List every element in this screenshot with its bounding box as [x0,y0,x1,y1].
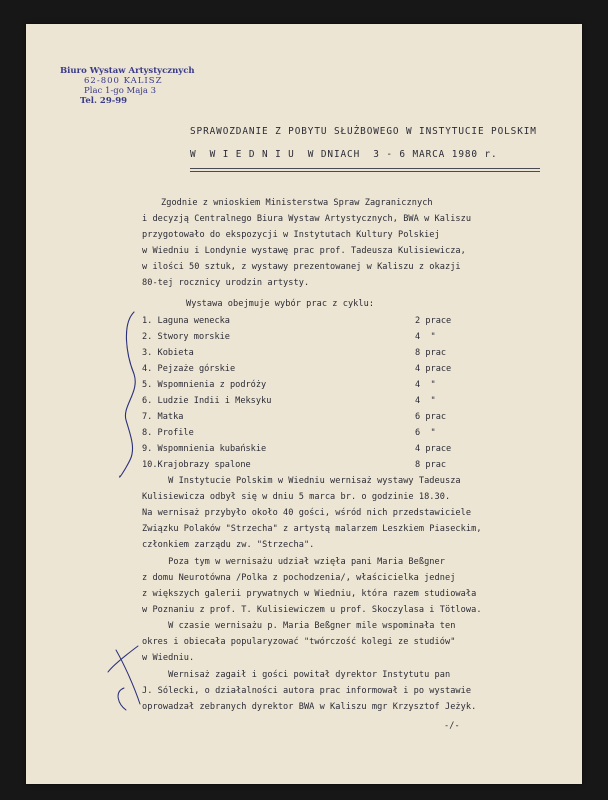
body-line-3: Na wernisaż przybyło około 40 gości, wśród nich przedstawiciele [142,508,472,518]
cycle-name: 7. Matka [142,412,184,422]
body-line-9: w Poznaniu z prof. T. Kulisiewiczem u prof. Skoczylasa i Tötlowa. [142,605,482,615]
cycle-name: 1. Laguna wenecka [142,316,230,326]
stamp-line-1: Biuro Wystaw Artystycznych [60,66,195,76]
cycle-count: 8 prac [415,348,447,358]
stamp-line-3: Plac 1-go Maja 3 [84,86,157,96]
cycle-name: 2. Stwory morskie [142,332,230,342]
report-title-line-2: W W I E D N I U W DNIACH 3 - 6 MARCA 1980 r. [190,149,498,160]
body-line-4: Związku Polaków "Strzecha" z artystą malarzem Leszkiem Piaseckim, [142,524,482,534]
intro-line-4: w Wiedniu i Londynie wystawę prac prof. Tadeusza Kulisiewicza, [142,246,466,256]
cycle-count: 2 prace [415,316,452,326]
cycle-count: 6 " [415,428,436,438]
document-page [26,24,582,784]
cycle-count: 8 prac [415,460,447,470]
cycle-count: 4 " [415,380,436,390]
cycle-count: 4 prace [415,444,452,454]
cycle-count: 4 " [415,396,436,406]
cycle-name: 8. Profile [142,428,194,438]
body-line-7: z domu Neurotówna /Polka z pochodzenia/, właścicielka jednej [142,573,456,583]
body-line-12: w Wiedniu. [142,653,195,663]
intro-line-5: w ilości 50 sztuk, z wystawy prezentowanej w Kaliszu z okazji [142,262,461,272]
body-line-14: J. Sólecki, o działalności autora prac informował i po wystawie [142,686,472,696]
cycle-name: 9. Wspomnienia kubańskie [142,444,267,454]
cycle-count: 6 prac [415,412,447,422]
cycle-name: 3. Kobieta [142,348,194,358]
intro-line-1: Zgodnie z wnioskiem Ministerstwa Spraw Zagranicznych [161,198,433,208]
report-title-line-1: SPRAWOZDANIE Z POBYTU SŁUŻBOWEGO W INSTYTUCIE POLSKIM [190,126,537,137]
body-line-2: Kulisiewicza odbył się w dniu 5 marca br. o godzinie 18.30. [142,492,451,502]
cycle-name: 10.Krajobrazy spalone [142,460,251,470]
body-line-15: oprowadzał zebranych dyrektor BWA w Kaliszu mgr Krzysztof Jeżyk. [142,702,477,712]
body-line-5: członkiem zarządu zw. "Strzecha". [142,540,315,550]
pen-bracket [120,312,136,477]
stamp-line-2: 62-800 KALISZ [84,76,163,86]
body-line-13: Wernisaż zagaił i gości powitał dyrektor Instytutu pan [142,670,451,680]
pen-annotations [26,24,582,784]
pen-cross-mark [108,646,140,710]
closing-mark: -/- [444,721,460,731]
cycle-name: 4. Pejzaże górskie [142,364,236,374]
body-line-6: Poza tym w wernisażu udział wzięła pani Maria Beßgner [142,557,445,567]
cycle-name: 5. Wspomnienia z podróży [142,380,267,390]
cycle-list-intro: Wystawa obejmuje wybór prac z cyklu: [186,299,375,309]
body-line-10: W czasie wernisażu p. Maria Beßgner mile wspominała ten [142,621,456,631]
intro-line-6: 80-tej rocznicy urodzin artysty. [142,278,310,288]
body-line-8: z większych galerii prywatnych w Wiedniu, która razem studiowała [142,589,477,599]
cycle-count: 4 prace [415,364,452,374]
cycle-count: 4 " [415,332,436,342]
intro-line-2: i decyzją Centralnego Biura Wystaw Artystycznych, BWA w Kaliszu [142,214,472,224]
body-line-11: okres i obiecała popularyzować "twórczość kolegi ze studiów" [142,637,456,647]
intro-line-3: przygotowało do ekspozycji w Instytutach Kultury Polskiej [142,230,440,240]
body-line-1: W Instytucie Polskim w Wiedniu wernisaż wystawy Tadeusza [142,476,461,486]
cycle-name: 6. Ludzie Indii i Meksyku [142,396,272,406]
stamp-line-4: Tel. 29-99 [80,96,128,106]
